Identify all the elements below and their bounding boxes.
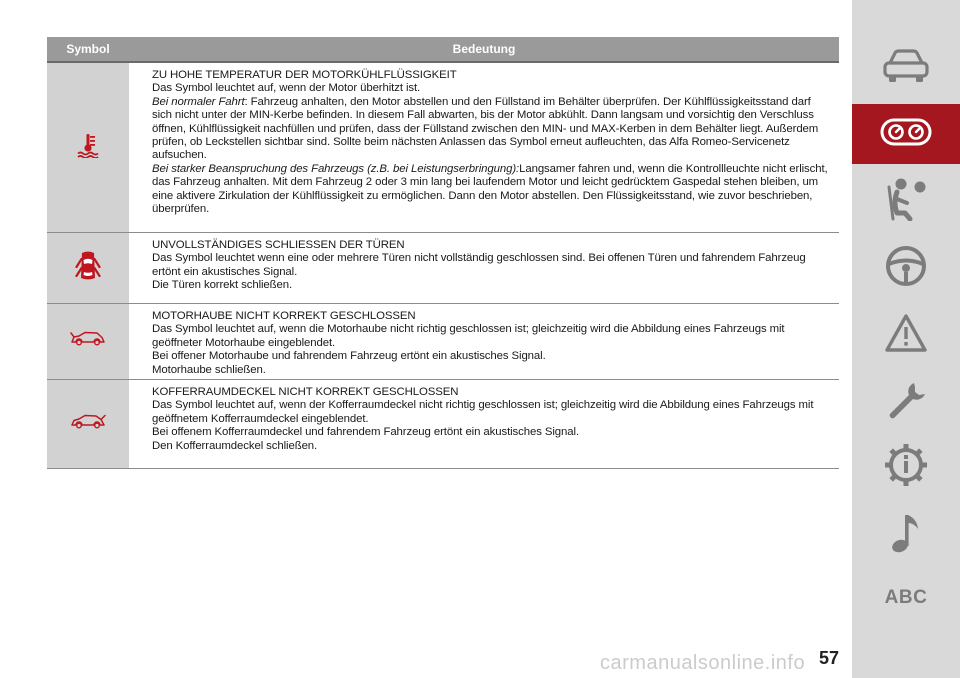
description-cell — [129, 63, 839, 232]
car-icon — [881, 48, 931, 89]
case-label: Bei normaler Fahrt — [152, 95, 245, 108]
watermark: carmanualsonline.info — [600, 652, 806, 674]
sidebar-item-maintenance[interactable] — [852, 372, 960, 432]
case-text: : Fahrzeug anhalten, den Motor abstellen und den Füllstand im Behälter überprüfen. Der Kühlflüssigkeitsstand darf sich nicht unter der MIN-Kerbe befinden. In diesem Fall abwarten, bis der Motor abkühlt. Dann langsam und vorsichtig den Verschluss öffnen, Kühlflüssigkeit nachfüllen und prüfen, dass der Füllstand zwischen den MIN- und MAX-Kerben in dem Behälter liegt. Außerdem prüfen, ob Leckstellen sichtbar sind. Sollte beim nächsten Anlassen das Symbol erneut aufleuchten, das Alfa Romeo-Servicenetz aufsuchen. — [152, 95, 819, 162]
sidebar-item-emergency[interactable] — [852, 305, 960, 365]
row-title: ZU HOHE TEMPERATUR DER MOTORKÜHLFLÜSSIGKEIT — [152, 69, 457, 81]
header-symbol: Symbol — [66, 42, 110, 56]
steering-wheel-icon — [884, 244, 928, 293]
sidebar-item-car[interactable] — [852, 38, 960, 98]
door-open-icon — [75, 250, 101, 287]
seat-airbag-icon — [883, 175, 929, 226]
row-text: Den Kofferraumdeckel schließen. — [152, 439, 318, 452]
sidebar-item-multimedia[interactable] — [852, 505, 960, 565]
bonnet-open-icon — [70, 331, 106, 352]
description-cell — [129, 233, 839, 303]
symbol-cell — [47, 63, 129, 232]
sidebar-item-technical-data[interactable] — [852, 437, 960, 497]
description-cell — [129, 380, 839, 468]
row-text: Bei offenem Kofferraumdeckel und fahrendem Fahrzeug ertönt ein akustisches Signal. — [152, 426, 580, 439]
row-text: Motorhaube schließen. — [152, 363, 266, 376]
sidebar-item-dashboard[interactable] — [852, 104, 960, 164]
warning-lights-table — [47, 37, 839, 469]
table-row — [47, 304, 839, 380]
sidebar-item-index[interactable] — [852, 568, 960, 628]
sidebar-item-safety[interactable] — [852, 170, 960, 230]
warning-triangle-icon — [884, 313, 928, 358]
row-text: Das Symbol leuchtet auf, wenn der Motor überhitzt ist. — [152, 82, 421, 95]
engine-coolant-temperature-icon — [76, 132, 100, 163]
row-title: KOFFERRAUMDECKEL NICHT KORREKT GESCHLOSSEN — [152, 386, 459, 398]
description-cell — [129, 304, 839, 379]
case-text: Langsamer fahren und, wenn die Kontrollleuchte nicht erlischt, das Fahrzeug anhalten. Mit dem Fahrzeug 2 oder 3 min lang bei laufendem Motor und leicht gedrücktem Gaspedal stehen bleiben, um eine aktivere Zirkulation der Kühlflüssigkeit zu ermöglichen. Dann den Motor abstellen. Den Flüssigkeitsstand, wie zuvor beschrieben, überprüfen. — [152, 162, 828, 216]
table-row — [47, 63, 839, 233]
boot-open-icon — [70, 414, 106, 435]
dashboard-gauges-icon — [880, 117, 932, 152]
header-meaning: Bedeutung — [452, 42, 516, 56]
row-title: UNVOLLSTÄNDIGES SCHLIESSEN DER TÜREN — [152, 239, 405, 251]
technical-data-gear-icon — [883, 442, 929, 493]
row-text — [152, 96, 833, 163]
case-label: Bei starker Beanspruchung des Fahrzeugs (z.B. bei Leistungserbringung): — [152, 162, 520, 175]
row-text — [152, 163, 833, 217]
row-text: Die Türen korrekt schließen. — [152, 279, 293, 292]
sidebar-item-driving[interactable] — [852, 238, 960, 298]
music-note-icon — [889, 511, 923, 560]
table-header — [47, 37, 839, 63]
table-row — [47, 233, 839, 304]
symbol-cell — [47, 304, 129, 379]
chapter-sidebar — [852, 0, 960, 678]
index-label: ABC — [884, 587, 928, 608]
row-text: Das Symbol leuchtet wenn eine oder mehrere Türen nicht vollständig geschlossen sind. Bei offenen Türen und fahrendem Fahrzeug ertönt ein akustisches Signal. — [152, 252, 806, 278]
page-number: 57 — [818, 648, 840, 668]
table-row — [47, 380, 839, 469]
row-text: Das Symbol leuchtet auf, wenn der Kofferraumdeckel nicht richtig geschlossen ist; gleichzeitig wird die Abbildung eines Fahrzeugs mit geöffnetem Kofferraumdeckel eingeblendet. — [152, 399, 814, 425]
symbol-cell — [47, 233, 129, 303]
symbol-cell — [47, 380, 129, 468]
row-title: MOTORHAUBE NICHT KORREKT GESCHLOSSEN — [152, 310, 416, 322]
wrench-icon — [884, 378, 928, 427]
row-text: Das Symbol leuchtet auf, wenn die Motorhaube nicht richtig geschlossen ist; gleichzeitig wird die Abbildung eines Fahrzeugs mit geöffneter Motorhaube eingeblendet. — [152, 323, 785, 349]
row-text: Bei offener Motorhaube und fahrendem Fahrzeug ertönt ein akustisches Signal. — [152, 350, 546, 363]
